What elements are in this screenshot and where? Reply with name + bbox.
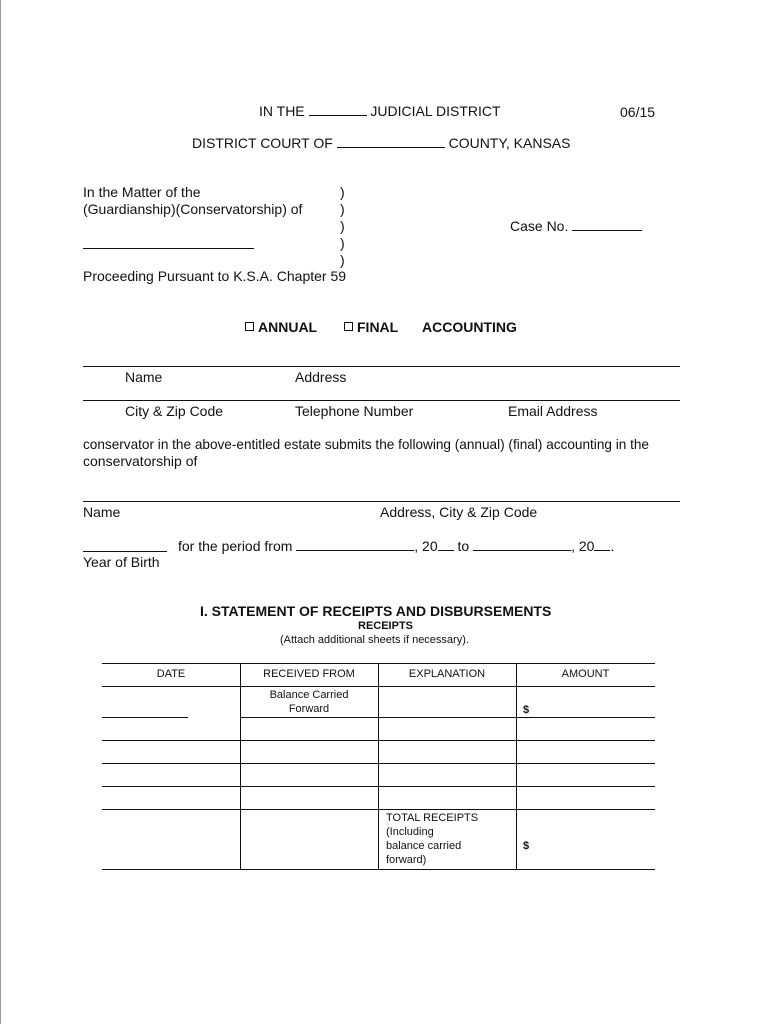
period-line — [178, 538, 614, 554]
section-subtitle: RECEIPTS — [358, 620, 414, 632]
header-amount: AMOUNT — [561, 668, 610, 680]
total-receipts-line1: TOTAL RECEIPTS — [386, 812, 479, 824]
table-rule — [102, 717, 188, 718]
period-to-label: to — [457, 538, 470, 554]
matter-line1: In the Matter of the — [83, 184, 201, 200]
case-no-label: Case No. — [510, 218, 569, 234]
final-label: FINAL — [357, 319, 399, 335]
table-divider — [516, 663, 517, 869]
conservator-name-label: Name — [125, 369, 163, 385]
balance-dollar-sign: $ — [523, 704, 530, 716]
section-title: I. STATEMENT OF RECEIPTS AND DISBURSEMENTS — [200, 603, 552, 619]
period-20-a: , 20 — [414, 538, 438, 554]
period-from-year-blank[interactable] — [438, 538, 454, 551]
annual-option[interactable] — [245, 319, 317, 335]
total-receipts-line2: (Including — [386, 826, 434, 838]
ward-name-blank[interactable] — [83, 248, 254, 249]
conservator-telephone-label: Telephone Number — [295, 403, 414, 419]
period-end: . — [610, 538, 615, 554]
table-divider — [378, 663, 379, 869]
balance-carried-line2: Forward — [288, 703, 330, 715]
table-rule — [240, 717, 655, 718]
section-note: (Attach additional sheets if necessary). — [280, 634, 469, 646]
final-checkbox[interactable] — [344, 322, 353, 331]
judicial-district-blank[interactable] — [309, 103, 367, 116]
header-date: DATE — [156, 668, 186, 680]
conservatee-line[interactable] — [83, 501, 680, 502]
period-to-blank[interactable] — [473, 538, 571, 551]
district-court-of-label: DISTRICT COURT OF — [192, 135, 333, 151]
annual-checkbox[interactable] — [245, 322, 254, 331]
year-of-birth-blank[interactable] — [83, 551, 167, 552]
caption-paren: ) — [340, 235, 345, 251]
caption-paren: ) — [340, 218, 345, 234]
final-option[interactable] — [344, 319, 398, 335]
district-court-line — [192, 135, 570, 151]
period-from-blank[interactable] — [296, 538, 414, 551]
caption-paren: ) — [340, 184, 345, 200]
period-from-label: for the period from — [178, 538, 293, 554]
case-no-blank[interactable] — [572, 218, 642, 231]
period-to-year-blank[interactable] — [594, 538, 610, 551]
conservatee-name-label: Name — [83, 504, 121, 520]
total-dollar-sign: $ — [523, 840, 530, 852]
page-edge — [0, 0, 1, 1024]
table-rule — [102, 869, 655, 870]
matter-line2: (Guardianship)(Conservatorship) of — [83, 201, 303, 217]
caption-paren: ) — [340, 201, 345, 217]
conservator-email-label: Email Address — [508, 403, 598, 419]
statement-line1: conservator in the above-entitled estate submits the following (annual) (final) accounting in the — [83, 437, 649, 452]
county-kansas-label: COUNTY, KANSAS — [448, 135, 571, 151]
county-blank[interactable] — [337, 135, 445, 148]
annual-label: ANNUAL — [258, 319, 318, 335]
balance-carried-line1: Balance Carried — [269, 689, 349, 701]
conservatee-address-label: Address, City & Zip Code — [380, 504, 538, 520]
in-the-label: IN THE — [259, 103, 305, 119]
judicial-district-label: JUDICIAL DISTRICT — [370, 103, 501, 119]
statement-line2: conservatorship of — [83, 453, 198, 469]
judicial-district-line — [259, 103, 501, 119]
total-receipts-line3: balance carried — [386, 840, 462, 852]
header-received-from: RECEIVED FROM — [263, 668, 355, 680]
total-receipts-line4: forward) — [386, 854, 427, 866]
proceeding-label: Proceeding Pursuant to K.S.A. Chapter 59 — [83, 268, 347, 284]
header-explanation: EXPLANATION — [408, 668, 486, 680]
conservator-contact-line[interactable] — [83, 400, 680, 401]
conservator-name-address-line[interactable] — [83, 366, 680, 367]
conservator-city-zip-label: City & Zip Code — [125, 403, 224, 419]
form-date: 06/15 — [620, 104, 656, 120]
year-of-birth-label: Year of Birth — [83, 554, 160, 570]
accounting-label: ACCOUNTING — [422, 319, 517, 335]
period-20-b: , 20 — [571, 538, 595, 554]
conservator-address-label: Address — [295, 369, 347, 385]
case-no-line — [510, 218, 642, 234]
caption-paren: ) — [340, 252, 345, 268]
